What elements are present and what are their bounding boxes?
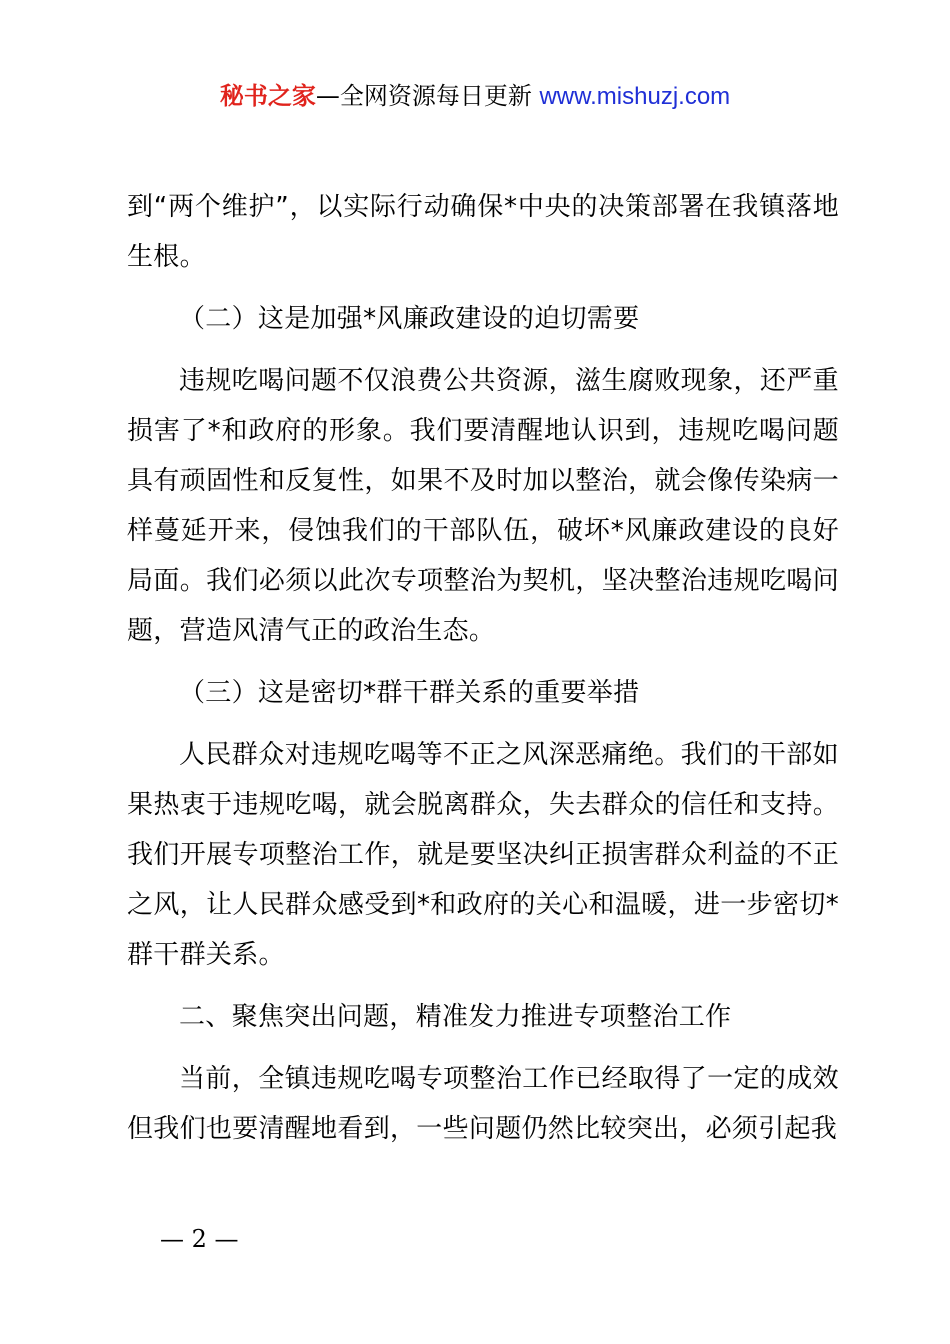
section-heading-3: （三）这是密切*群干群关系的重要举措	[179, 678, 640, 708]
page-number: — 2 —	[160, 1225, 239, 1253]
paragraph-section-3: 人民群众对违规吃喝等不正之风深恶痛绝。我们的干部如果热衷于违规吃喝，就会脱离群众，失去群众的信任和支持。我们开展专项整治工作，就是要坚决纠正损害群众利益的不正之风，让人民群众感受到*和政府的关心和温暖，进一步密切*群干群关系。	[127, 740, 839, 970]
paragraph-continuation: 到“两个维护”，以实际行动确保*中央的决策部署在我镇落地生根。	[127, 192, 839, 272]
paragraph-chapter-2: 当前，全镇违规吃喝专项整治工作已经取得了一定的成效但我们也要清醒地看到，一些问题仍然比较突出，必须引起我	[127, 1064, 839, 1144]
site-brand: 秘书之家	[219, 82, 316, 110]
document-body	[127, 182, 839, 1154]
site-header	[0, 80, 950, 113]
chapter-heading-2: 二、聚焦突出问题，精准发力推进专项整治工作	[179, 1002, 732, 1032]
section-heading-2: （二）这是加强*风廉政建设的迫切需要	[179, 304, 640, 334]
site-url-link[interactable]: www.mishuzj.com	[539, 83, 731, 110]
paragraph-section-2: 违规吃喝问题不仅浪费公共资源，滋生腐败现象，还严重损害了*和政府的形象。我们要清醒地认识到，违规吃喝问题具有顽固性和反复性，如果不及时加以整治，就会像传染病一样蔓延开来，侵蚀我们的干部队伍，破坏*风廉政建设的良好局面。我们必须以此次专项整治为契机，坚决整治违规吃喝问题，营造风清气正的政治生态。	[127, 366, 839, 646]
site-slogan: —全网资源每日更新	[315, 82, 532, 110]
